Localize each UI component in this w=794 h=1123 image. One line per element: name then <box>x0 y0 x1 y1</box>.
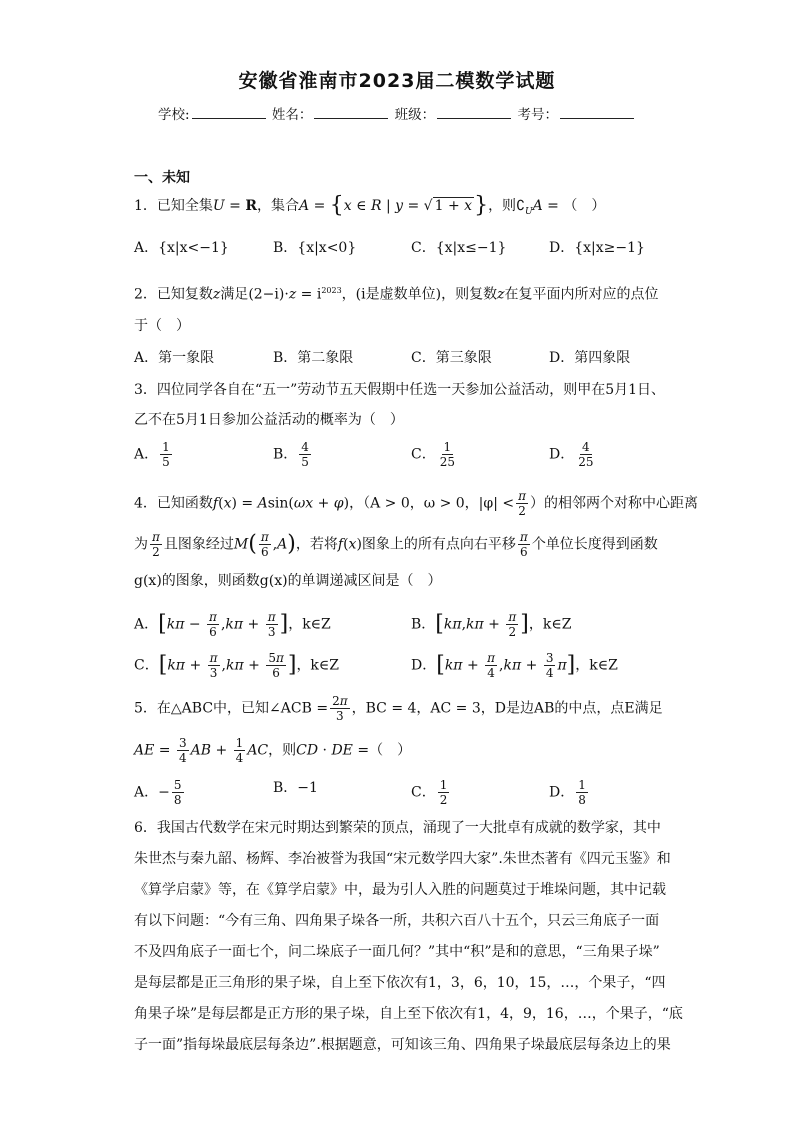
q4-option-d[interactable]: D．[kπ + $\frac{\pi}{4}$ ,kπ + $\frac{3}{4}$ π]，k∈Z <box>411 651 618 680</box>
section-heading: 一、未知 <box>134 170 190 186</box>
question-2-line1: 2．已知复数z满足$(2-i)\cdot z = i^{2023}$，(i是虚数单位)，则复数z在复平面内所对应的点位 <box>134 286 659 303</box>
question-6-line5: 不及四角底子一面七个，问二垛底子一面几何？”其中“积”是和的意思，“三角果子垛” <box>134 944 660 960</box>
q2-option-a[interactable]: A．第一象限 <box>134 350 215 366</box>
q1-option-a[interactable]: A．{x|x<−1} <box>134 240 229 256</box>
question-6-line1: 6．我国古代数学在宋元时期达到繁荣的顶点，涌现了一大批卓有成就的数学家，其中 <box>134 820 661 836</box>
q1-option-d[interactable]: D．{x|x≥−1} <box>549 240 645 256</box>
question-3-line2: 乙不在5月1日参加公益活动的概率为（ ） <box>134 412 404 428</box>
exam-no-label: 考号： <box>517 107 558 123</box>
question-3-line1: 3．四位同学各自在“五一”劳动节五天假期中任选一天参加公益活动，则甲在5月1日、 <box>134 382 666 398</box>
question-4-line3: g(x)的图象，则函数g(x)的单调递减区间是（ ） <box>134 573 442 589</box>
q2-option-b[interactable]: B．第二象限 <box>273 350 354 366</box>
question-4-line1: 4．已知函数f(x) = Asin(ωx + φ)，（A > 0，ω > 0，|φ| < $\frac{\pi}{2}$ ）的相邻两个对称中心距离 <box>134 489 698 518</box>
q4-option-b[interactable]: B．[kπ,kπ + $\frac{\pi}{2}$ ]，k∈Z <box>411 610 572 639</box>
q3-option-c[interactable]: C． $\frac{1}{25}$ <box>411 440 455 469</box>
question-6-line7: 角果子垛”是每层都是正方形的果子垛，自上至下依次有1，4，9，16，…，个果子，“底 <box>134 1006 683 1022</box>
page-title: 安徽省淮南市2023届二模数学试题 <box>238 70 556 92</box>
class-label: 班级： <box>394 107 436 123</box>
q3-option-b[interactable]: B． $\frac{4}{5}$ <box>273 440 309 469</box>
question-2-line2: 于（ ） <box>134 318 190 334</box>
q4-option-a[interactable]: A．[kπ − $\frac{\pi}{6}$ ,kπ + $\frac{\pi}{3}$ ]，k∈Z <box>134 610 331 639</box>
q4-option-c[interactable]: C．[kπ + $\frac{\pi}{3}$ ,kπ + $\frac{5\pi}{6}$ ]，k∈Z <box>134 651 340 680</box>
question-6-line8: 子一面”指每垛最底层每条边”.根据题意，可知该三角、四角果子垛最底层每条边上的果 <box>134 1037 671 1053</box>
q5-option-c[interactable]: C． $\frac{1}{2}$ <box>411 778 448 807</box>
q5-option-a[interactable]: A．− $\frac{5}{8}$ <box>134 778 182 807</box>
question-4-line2: 为 $\frac{\pi}{2}$ 且图象经过M( $\frac{\pi}{6}$ ,A)，若将f(x)图象上的所有点向右平移 $\frac{\pi}{6}$ 个单位长度得到函数 <box>134 530 658 559</box>
q3-option-d[interactable]: D． $\frac{4}{25}$ <box>549 440 594 469</box>
q5-option-d[interactable]: D． $\frac{1}{8}$ <box>549 778 586 807</box>
student-info-row <box>0 103 794 123</box>
school-blank[interactable] <box>192 106 266 119</box>
exam-no-blank[interactable] <box>560 106 634 119</box>
class-blank[interactable] <box>437 106 511 119</box>
question-5-line1: 5．在△ABC中，已知∠ACB = $\frac{2\pi}{3}$ ，BC = 4，AC = 3，D是边AB的中点，点E满足 <box>134 694 663 723</box>
q1-option-c[interactable]: C．{x|x≤−1} <box>411 240 507 256</box>
name-label: 姓名： <box>271 107 313 123</box>
q2-option-d[interactable]: D．第四象限 <box>549 350 631 366</box>
q1-option-b[interactable]: B．{x|x<0} <box>273 240 357 256</box>
school-label: 学校: <box>158 107 190 123</box>
question-5-line2: AE = $\frac{3}{4}$ AB + $\frac{1}{4}$ AC，则CD · DE =（ ） <box>134 736 412 765</box>
question-6-line4: 有以下问题：“今有三角、四角果子垛各一所，共积六百八十五个，只云三角底子一面 <box>134 913 660 929</box>
q5-option-b[interactable]: B．−1 <box>273 780 318 796</box>
question-6-line6: 是每层都是正三角形的果子垛，自上至下依次有1，3，6，10，15，…，个果子，“四 <box>134 975 666 991</box>
question-6-line3: 《算学启蒙》等，在《算学启蒙》中，最为引人入胜的问题莫过于堆垛问题，其中记载 <box>134 882 666 898</box>
question-6-line2: 朱世杰与秦九韶、杨辉、李冶被誉为我国“宋元数学四大家”.朱世杰著有《四元玉鉴》和 <box>134 851 671 867</box>
name-blank[interactable] <box>314 106 388 119</box>
question-1: 1．已知全集U = R，集合A = {x ∈ R | y = √ 1 + x}，则$∁_UA$ = （ ） <box>134 193 606 218</box>
q2-option-c[interactable]: C．第三象限 <box>411 350 492 366</box>
q3-option-a[interactable]: A． $\frac{1}{5}$ <box>134 440 170 469</box>
